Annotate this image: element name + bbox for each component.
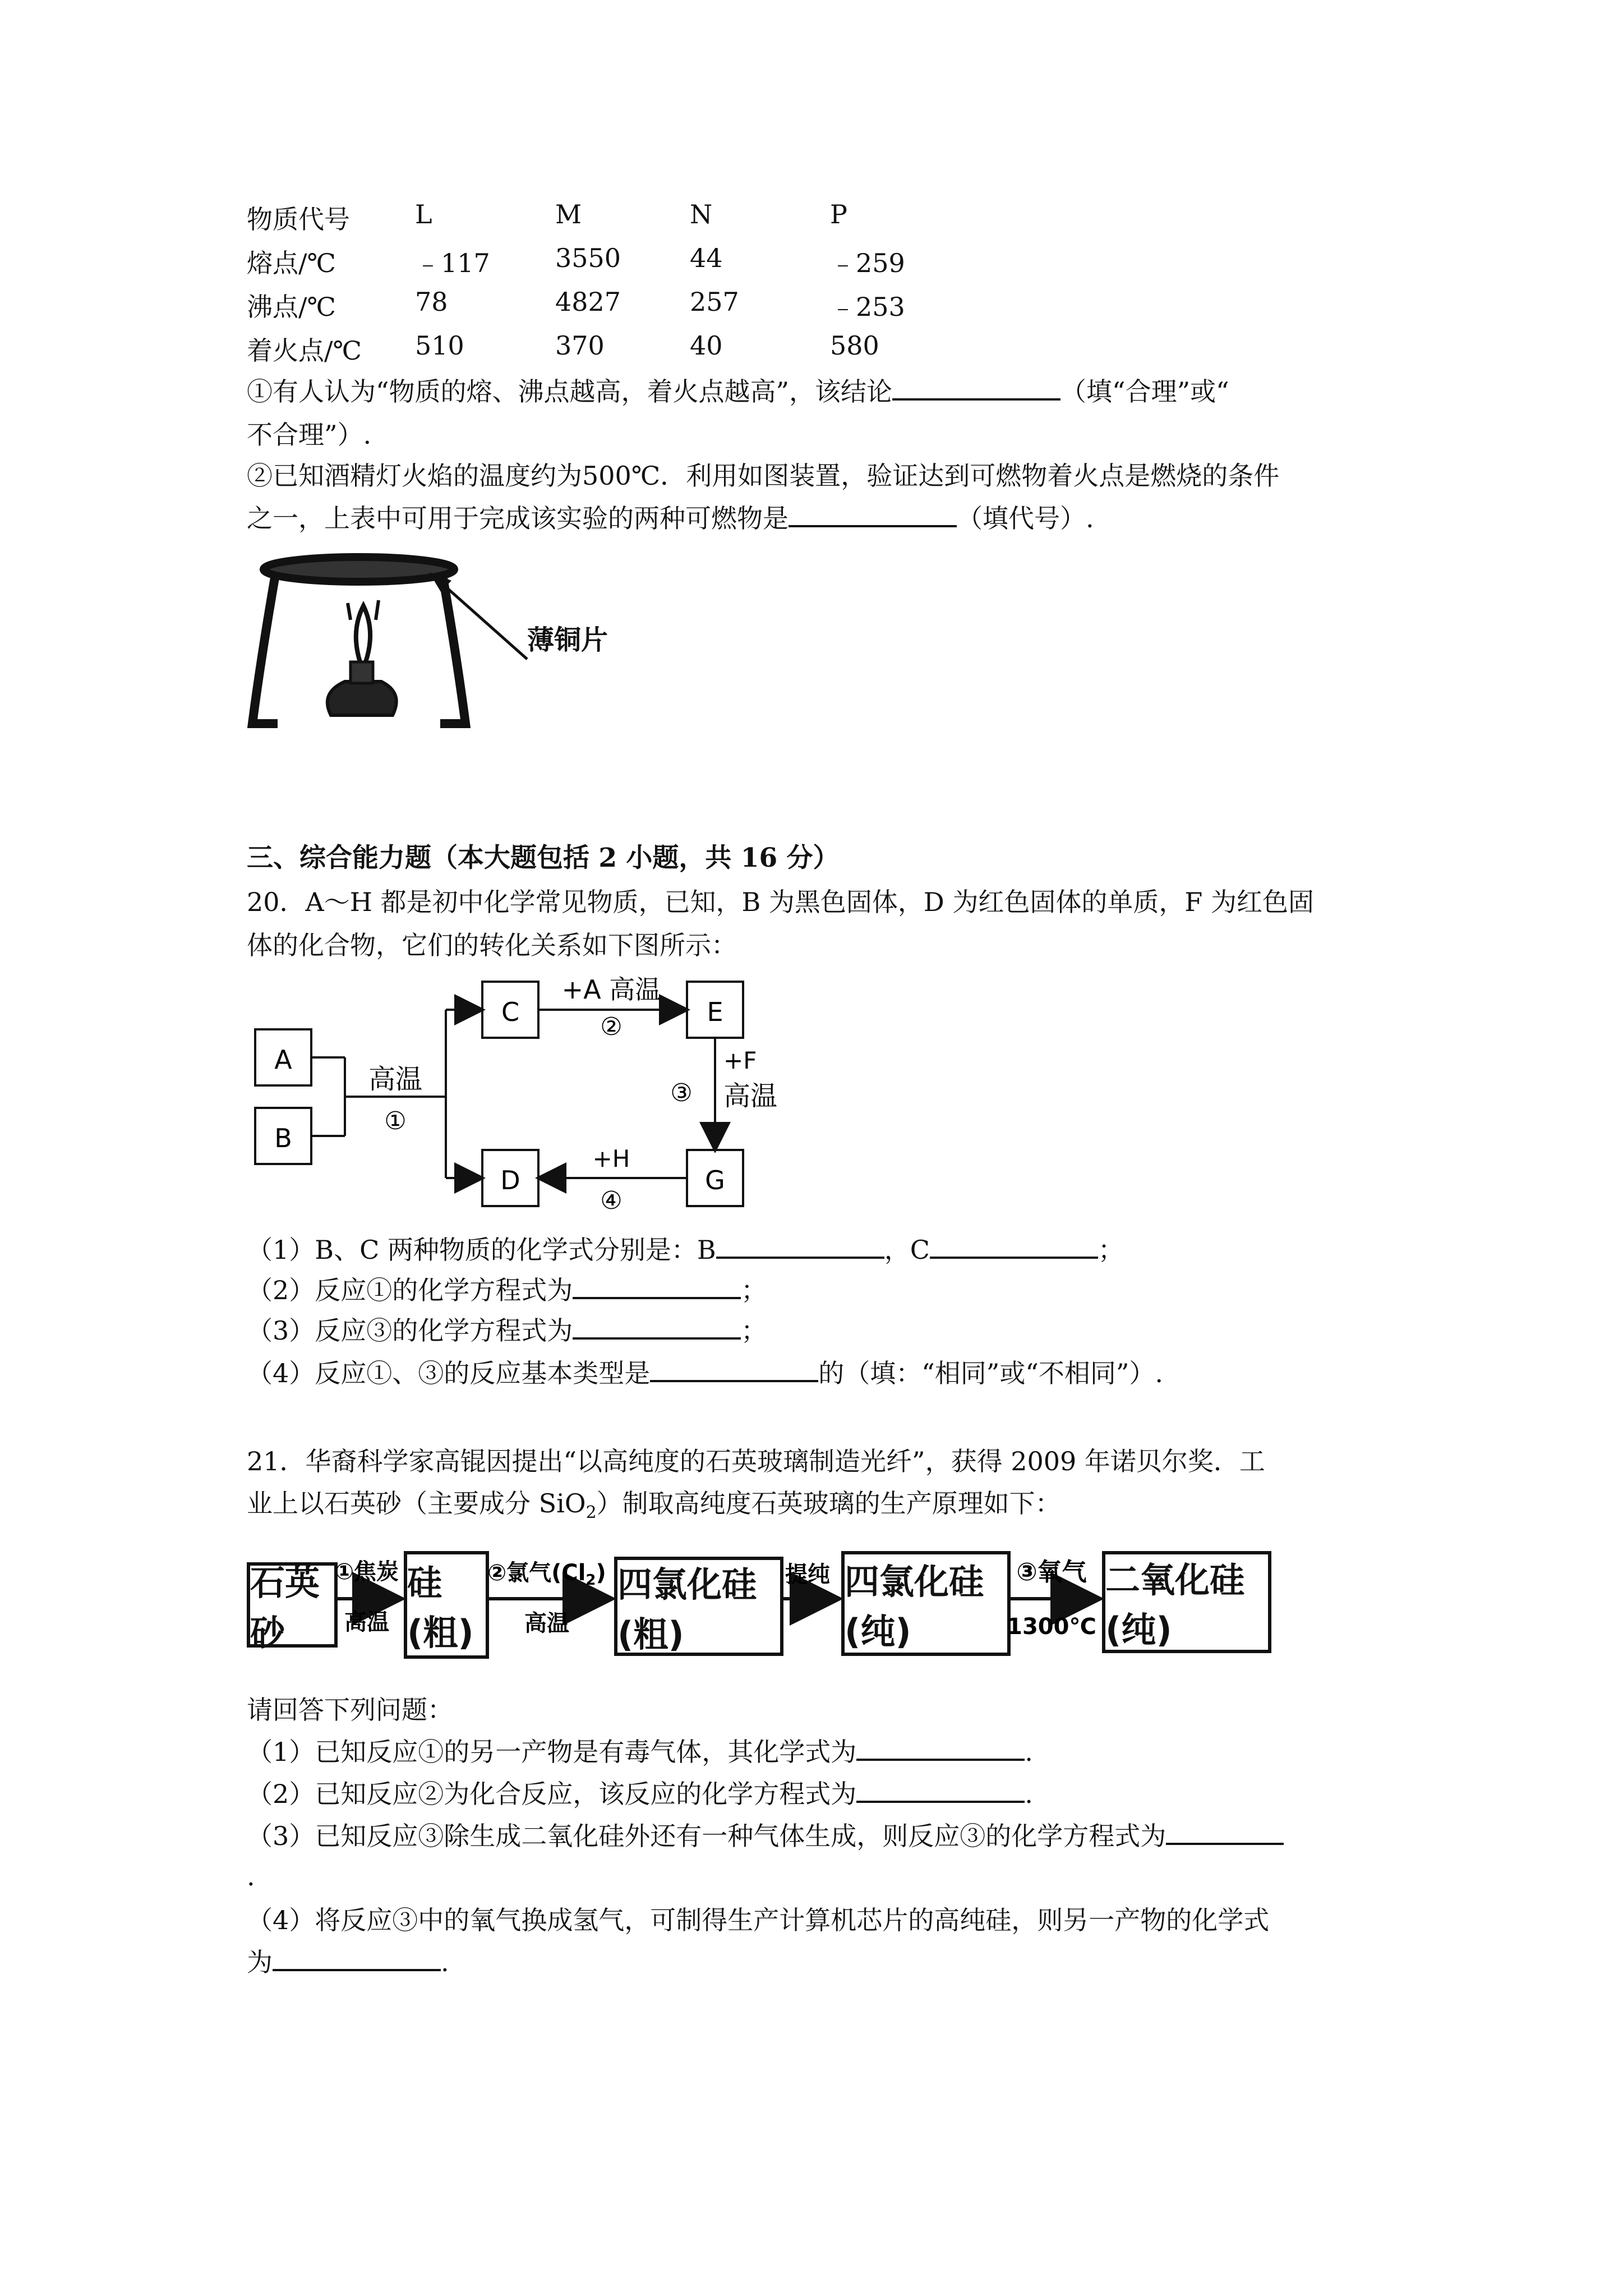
q20-sub4-text: （4）反应①、③的反应基本类型是	[247, 1358, 651, 1388]
q19-part2-line1	[247, 459, 1279, 493]
q20-sub3-text: （3）反应③的化学方程式为	[247, 1315, 573, 1346]
reaction-2-number: ②	[600, 1013, 623, 1041]
pointer-arrow	[429, 572, 527, 659]
flow-arrow-3-label: 提纯	[785, 1562, 830, 1588]
box-b	[255, 1108, 311, 1164]
q21-sub1-text: （1）已知反应①的另一产物是有毒气体，其化学式为	[247, 1737, 857, 1767]
answer-blank	[273, 1947, 441, 1971]
box-c	[482, 982, 538, 1038]
table-cell: 着火点/℃	[247, 335, 362, 366]
answer-blank	[573, 1315, 741, 1340]
q19-part1-text: （填“合理”或“	[1061, 376, 1229, 407]
box-g	[687, 1150, 743, 1206]
q21-sub4-line2	[247, 1945, 449, 1979]
box-d-label: D	[500, 1165, 520, 1195]
table-header-cell: P	[830, 199, 847, 229]
flow-arrow-4-condition: 1300℃	[1007, 1614, 1096, 1640]
box-c-label: C	[501, 997, 520, 1027]
table-cell: 熔点/℃	[247, 248, 336, 278]
box-b-label: B	[274, 1123, 292, 1153]
table-cell: 78	[415, 287, 448, 317]
flow-arrows	[247, 1534, 1267, 1680]
q20-sub2-text: ；	[741, 1275, 767, 1305]
q19-part2-text: 之一，上表中可用于完成该实验的两种可燃物是	[247, 503, 789, 533]
answer-blank	[856, 1736, 1025, 1761]
flow-box-crude-sicl4: 四氯化硅(粗)	[614, 1557, 783, 1656]
table-cell: 沸点/℃	[247, 292, 336, 322]
q20-stem-line2: 体的化合物，它们的转化关系如下图所示：	[247, 930, 737, 960]
q19-part2-text: ②已知酒精灯火焰的温度约为500℃．利用如图装置，验证达到可燃物着火点是燃烧的条件	[247, 461, 1280, 491]
answer-blank	[1166, 1820, 1284, 1845]
table-cell: 257	[690, 287, 739, 317]
table-cell: ﹣259	[830, 248, 905, 278]
q21-stem-line1: 21．华裔科学家高锟因提出“以高纯度的石英玻璃制造光纤”，获得 2009 年诺贝尔奖．工	[247, 1446, 1265, 1476]
flow-box-pure-sicl4: 四氯化硅(纯)	[841, 1551, 1011, 1656]
q21-sub1	[247, 1735, 1033, 1769]
q21-sub4-text: 为	[247, 1947, 273, 1977]
q20-sub1	[247, 1233, 1124, 1267]
reaction-4-reagent: +H	[592, 1145, 630, 1172]
alcohol-lamp-icon	[328, 600, 396, 715]
box-e-label: E	[707, 997, 723, 1027]
box-e	[687, 982, 743, 1038]
reaction-3-condition: 高温	[723, 1080, 778, 1112]
box-g-label: G	[705, 1165, 725, 1195]
q21-sub3-text: （3）已知反应③除生成二氧化硅外还有一种气体生成，则反应③的化学方程式为	[247, 1821, 1166, 1851]
q21-prompt: 请回答下列问题：	[247, 1695, 453, 1725]
copper-sheet-label: 薄铜片	[527, 624, 608, 656]
table-header-cell: N	[690, 199, 713, 229]
table-header-cell: M	[555, 199, 582, 229]
section-title: 三、综合能力题（本大题包括 2 小题，共 16 分）	[247, 843, 840, 873]
table-cell: 4827	[555, 287, 621, 317]
q19-part1-text: ①有人认为“物质的熔、沸点越高，着火点越高”，该结论	[247, 376, 893, 407]
q20-sub3	[247, 1314, 767, 1347]
q21-stem-line2	[247, 1487, 1061, 1530]
q21-stem-text: ）制取高纯度石英玻璃的生产原理如下：	[596, 1488, 1061, 1519]
q20-sub4-text: 的（填：“相同”或“不相同”）.	[818, 1358, 1163, 1388]
table-header-cell: L	[415, 199, 432, 229]
q21-stem-text: 业上以石英砂（主要成分 SiO	[247, 1488, 586, 1519]
box-a-label: A	[274, 1045, 292, 1075]
reaction-diagram	[247, 968, 808, 1237]
q20-sub1-text: ，C	[884, 1235, 930, 1265]
flow-box-pure-sio2: 二氧化硅(纯)	[1102, 1551, 1271, 1653]
q21-sub2-text: .	[1025, 1779, 1033, 1809]
q21-sub2	[247, 1777, 1033, 1811]
q19-part2-text: （填代号）.	[957, 503, 1094, 533]
q20-stem-line1: 20．A～H 都是初中化学常见物质，已知，B 为黑色固体，D 为红色固体的单质，F 为红色固	[247, 887, 1314, 917]
reaction-2-condition: +A 高温	[561, 974, 661, 1005]
flow-arrow-2-condition: 高温	[524, 1611, 569, 1636]
table-cell: 40	[690, 330, 723, 361]
reaction-1-number: ①	[384, 1107, 407, 1135]
q19-part1-line2	[247, 418, 371, 452]
q20-sub3-text: ；	[741, 1315, 767, 1346]
q19-part1-text: 不合理”）.	[247, 420, 372, 450]
table-cell: ﹣253	[830, 292, 905, 322]
q19-part2-line2	[247, 501, 1094, 535]
box-a	[255, 1029, 311, 1085]
answer-blank	[789, 503, 957, 527]
answer-blank	[716, 1234, 884, 1259]
reaction-1-condition: 高温	[368, 1064, 423, 1095]
reaction-3-reagent: +F	[723, 1047, 757, 1074]
q19-part1-line1	[247, 375, 1229, 408]
answer-blank	[930, 1234, 1098, 1259]
apparatus-figure	[236, 547, 628, 749]
q20-sub4	[247, 1356, 1163, 1390]
table-cell: 370	[555, 330, 605, 361]
box-d	[482, 1150, 538, 1206]
q20-sub1-text: （1）B、C 两种物质的化学式分别是：B	[247, 1235, 716, 1265]
table-cell: 580	[830, 330, 879, 361]
table-cell: 510	[415, 330, 464, 361]
table-header-cell: 物质代号	[247, 204, 350, 234]
table-cell: ﹣117	[415, 248, 490, 278]
reaction-4-number: ④	[600, 1186, 623, 1215]
flow-box-crude-silicon: 硅(粗)	[404, 1551, 489, 1659]
q21-sub1-text: .	[1025, 1737, 1033, 1767]
q20-sub2	[247, 1273, 767, 1307]
q21-sub4-line1: （4）将反应③中的氧气换成氢气，可制得生产计算机芯片的高纯硅，则另一产物的化学式	[247, 1905, 1270, 1935]
q21-sub3	[247, 1819, 1284, 1853]
table-cell: 3550	[555, 243, 621, 273]
q21-sub4-text: .	[441, 1947, 449, 1977]
q20-sub1-text: ；	[1098, 1235, 1124, 1265]
production-flow	[247, 1534, 1267, 1680]
flow-arrow-1-condition: 高温	[344, 1609, 389, 1635]
table-cell: 44	[690, 243, 723, 273]
reaction-3-number: ③	[670, 1079, 693, 1107]
q21-sub3-cont: .	[247, 1861, 255, 1892]
answer-blank	[892, 376, 1061, 401]
flow-arrow-2-label: ②氯气$(Cl_2)$	[487, 1560, 606, 1589]
answer-blank	[573, 1274, 741, 1299]
q20-sub2-text: （2）反应①的化学方程式为	[247, 1275, 573, 1305]
answer-blank	[650, 1358, 818, 1382]
q21-sub2-text: （2）已知反应②为化合反应，该反应的化学方程式为	[247, 1779, 857, 1809]
flow-box-quartz-sand: 石英砂	[247, 1562, 338, 1648]
answer-blank	[856, 1778, 1025, 1803]
flow-arrow-4-label: ③氧气	[1016, 1558, 1087, 1586]
q21-stem-subscript: 2	[585, 1503, 597, 1523]
flow-arrow-1-label: ①焦炭	[335, 1559, 399, 1585]
